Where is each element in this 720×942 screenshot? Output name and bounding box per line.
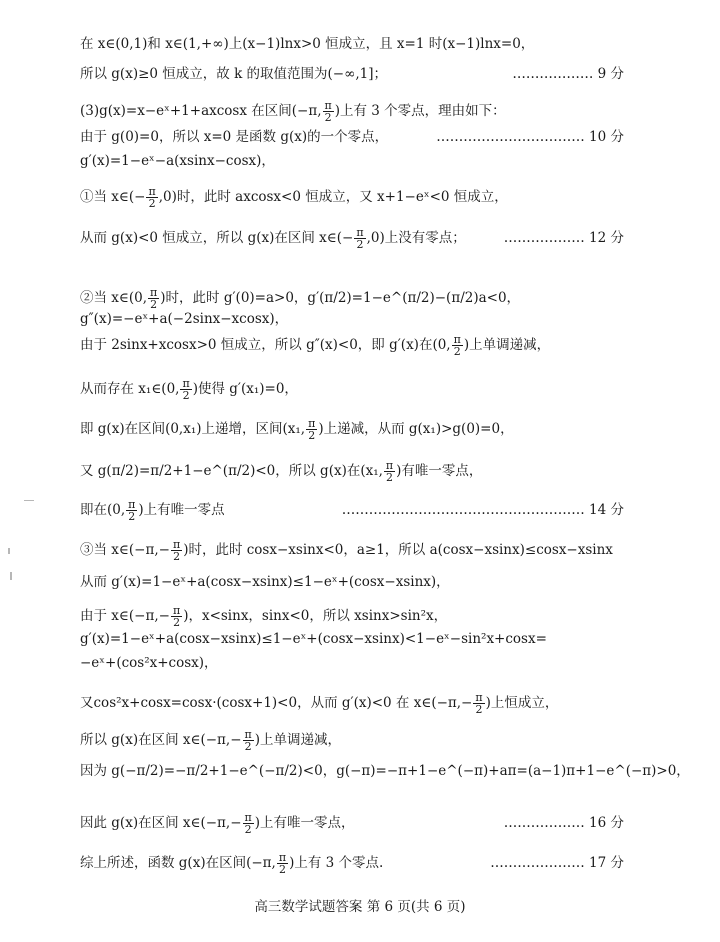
fraction-numerator: π	[172, 604, 181, 617]
fraction	[126, 499, 137, 522]
score-points: ……………………………………………… 14 分	[338, 495, 624, 525]
text-line	[80, 223, 624, 253]
text-line	[80, 63, 624, 85]
line-text: 由于 x∈(−π,−	[80, 608, 170, 624]
line-text: −eˣ+(cos²x+cosx)，	[80, 655, 218, 671]
fraction	[171, 539, 182, 562]
text-line	[80, 628, 624, 650]
fraction	[171, 605, 182, 628]
line-text: 因此 g(x)在区间 x∈(−π,−	[80, 815, 242, 831]
fraction	[473, 692, 484, 715]
fraction-denominator: 2	[150, 298, 158, 311]
line-text-continued: )上有唯一零点，	[254, 815, 355, 831]
line-text: 又 g(π/2)=π/2+1−e^(π/2)<0，所以 g(x)在(x₁,	[80, 463, 383, 479]
line-text: g′(x)=1−eˣ−a(xsinx−cosx)，	[80, 153, 275, 169]
line-text: ③当 x∈(−π,−	[80, 542, 170, 558]
fraction-numerator: π	[244, 728, 252, 741]
fraction-denominator: 2	[148, 197, 156, 210]
text-line	[80, 414, 624, 444]
line-text: 由于 g(0)=0，所以 x=0 是函数 g(x)的一个零点，	[80, 129, 389, 145]
fraction-denominator: 2	[173, 616, 181, 629]
scan-mark	[24, 500, 34, 501]
line-text: 所以 g(x)在区间 x∈(−π,−	[80, 732, 242, 748]
text-line	[80, 848, 624, 878]
scan-mark	[10, 572, 12, 580]
score-points: ……………… 12 分	[500, 223, 624, 253]
line-text-continued: )上有 3 个零点.	[289, 855, 384, 871]
scan-mark	[8, 548, 10, 554]
fraction	[146, 186, 157, 209]
score-points: ……………… 9 分	[508, 63, 624, 85]
fraction-numerator: π	[453, 333, 461, 346]
fraction-numerator: π	[128, 498, 136, 511]
line-text: 即 g(x)在区间(0,x₁)上递增，区间(x₁,	[80, 421, 306, 437]
fraction	[277, 852, 288, 875]
line-text: (3)g(x)=x−eˣ+1+axcosx 在区间(−π,	[80, 103, 322, 119]
line-text: 由于 2sinx+xcosx>0 恒成立，所以 g″(x)<0，即 g′(x)在(0,	[80, 337, 451, 353]
fraction-numerator: π	[324, 99, 332, 112]
line-text: 因为 g(−π/2)=−π/2+1−e^(−π/2)<0，g(−π)=−π+1−e^(−π)+aπ=(a−1)π+1−e^(−π)>0，	[80, 763, 690, 779]
fraction-numerator: π	[385, 459, 394, 472]
line-text-continued: )上有 3 个零点，理由如下：	[334, 103, 506, 119]
fraction-denominator: 2	[182, 389, 190, 402]
fraction-numerator: π	[308, 417, 316, 430]
text-line	[80, 725, 624, 755]
fraction-numerator: π	[356, 226, 364, 239]
fraction-denominator: 2	[356, 238, 364, 251]
fraction-denominator: 2	[475, 703, 483, 716]
line-text-continued: ,0)上没有零点；	[366, 230, 466, 246]
fraction-numerator: π	[244, 811, 252, 824]
fraction-denominator: 2	[244, 740, 252, 753]
text-line	[80, 535, 624, 565]
fraction	[180, 378, 191, 401]
text-line	[80, 571, 624, 593]
line-text-continued: )使得 g′(x₁)=0，	[192, 381, 298, 397]
fraction-numerator: π	[475, 691, 483, 704]
fraction	[354, 227, 365, 250]
fraction-numerator: π	[182, 377, 190, 390]
line-text-continued: )，x<sinx，sinx<0，所以 xsinx>sin²x，	[183, 608, 448, 624]
line-text: 综上所述，函数 g(x)在区间(−π,	[80, 855, 276, 871]
fraction-denominator: 2	[278, 863, 286, 876]
line-text-continued: )时，此时 g′(0)=a>0，g′(π/2)=1−e^(π/2)−(π/2)a<0，	[160, 290, 521, 306]
text-line	[80, 652, 624, 674]
line-text: 从而 g′(x)=1−eˣ+a(cosx−xsinx)≤1−eˣ+(cosx−xsinx)，	[80, 574, 450, 590]
fraction-denominator: 2	[128, 510, 136, 523]
line-text: ②当 x∈(0,	[80, 290, 148, 306]
line-text-continued: ,0)时，此时 axcosx<0 恒成立，又 x+1−eˣ<0 恒成立，	[158, 189, 508, 205]
fraction	[384, 460, 395, 483]
score-points: ………………… 17 分	[486, 848, 624, 878]
line-text: 又cos²x+cosx=cosx·(cosx+1)<0，从而 g′(x)<0 在 x∈(−π,−	[80, 695, 473, 711]
text-line	[80, 126, 624, 148]
fraction-denominator: 2	[173, 550, 181, 563]
text-line	[80, 808, 624, 838]
line-text: 从而存在 x₁∈(0,	[80, 381, 180, 397]
fraction-denominator: 2	[453, 345, 461, 358]
fraction-denominator: 2	[308, 429, 316, 442]
fraction	[148, 287, 159, 310]
line-text-continued: )上有唯一零点	[138, 502, 225, 518]
line-text-continued: )时，此时 cosx−xsinx<0，a≥1，所以 a(cosx−xsinx)≤cosx−xsinx	[183, 542, 613, 558]
text-line	[80, 330, 624, 360]
fraction	[243, 729, 254, 752]
fraction	[452, 334, 463, 357]
fraction-numerator: π	[278, 851, 287, 864]
text-line	[80, 495, 624, 525]
fraction	[243, 812, 254, 835]
text-line	[80, 688, 624, 718]
text-line	[80, 96, 624, 126]
fraction-denominator: 2	[244, 823, 252, 836]
text-line	[80, 33, 624, 55]
score-points: ……………… 16 分	[500, 808, 624, 838]
line-text: ①当 x∈(−	[80, 189, 146, 205]
fraction	[306, 418, 317, 441]
page-footer: 高三数学试题答案 第 6 页(共 6 页)	[254, 899, 466, 915]
text-line	[80, 456, 624, 486]
line-text: 从而 g(x)<0 恒成立，所以 g(x)在区间 x∈(−	[80, 230, 354, 246]
line-text: g″(x)=−eˣ+a(−2sinx−xcosx)，	[80, 311, 289, 327]
line-text: 即在(0,	[80, 502, 126, 518]
score-points: …………………………… 10 分	[432, 126, 624, 148]
text-line	[80, 601, 624, 631]
fraction	[323, 100, 334, 123]
line-text-continued: )有唯一零点，	[396, 463, 483, 479]
fraction-numerator: π	[172, 538, 181, 551]
line-text: g′(x)=1−eˣ+a(cosx−xsinx)≤1−eˣ+(cosx−xsinx)<1−eˣ−sin²x+cosx=	[80, 631, 547, 647]
text-line	[80, 308, 624, 330]
fraction-numerator: π	[150, 286, 158, 299]
line-text-continued: )上单调递减，	[254, 732, 342, 748]
fraction-numerator: π	[148, 185, 156, 198]
text-line	[80, 760, 690, 782]
text-line	[80, 150, 624, 172]
fraction-denominator: 2	[386, 471, 394, 484]
line-text: 在 x∈(0,1)和 x∈(1,+∞)上(x−1)lnx>0 恒成立，且 x=1 时(x−1)lnx=0，	[80, 36, 535, 52]
text-line	[80, 182, 624, 212]
text-line	[80, 374, 624, 404]
fraction-denominator: 2	[324, 111, 332, 124]
line-text-continued: )上单调递减，	[463, 337, 551, 353]
line-text: 所以 g(x)≥0 恒成立，故 k 的取值范围为(−∞,1]；	[80, 66, 388, 82]
line-text-continued: )上递减，从而 g(x₁)>g(0)=0，	[318, 421, 514, 437]
line-text-continued: )上恒成立，	[485, 695, 559, 711]
